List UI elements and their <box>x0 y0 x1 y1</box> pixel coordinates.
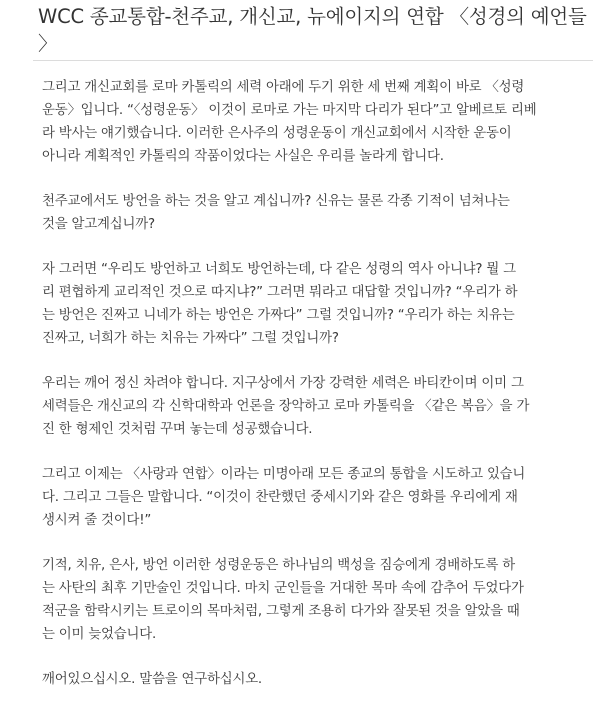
text-line: 는 이미 늦었습니다. <box>42 627 157 642</box>
paragraph <box>42 372 594 441</box>
paragraph <box>42 76 594 168</box>
post-title-line: 〉 <box>38 32 58 55</box>
text-line: 우리는 깨어 정신 차려야 합니다. 지구상에서 가장 강력한 세력은 바티칸이며 이미 그 <box>42 376 524 391</box>
text-line: 깨어있으십시오. 말씀을 연구하십시오. <box>42 672 262 687</box>
text-line: 는 사탄의 최후 기만술인 것입니다. 마치 군인들을 거대한 목마 속에 감추어 두었다가 <box>42 581 524 596</box>
paragraph <box>42 190 594 236</box>
text-line: 천주교에서도 방언을 하는 것을 알고 계십니까? 신유는 물론 각종 기적이 넘쳐나는 <box>42 194 510 209</box>
text-line: 운동〉입니다. “〈성령운동〉 이것이 로마로 가는 마지막 다리가 된다”고 알베르토 리베 <box>42 103 537 118</box>
text-line: 세력들은 개신교의 각 신학대학과 언론을 장악하고 로마 카톨릭을 〈같은 복음〉을 가 <box>42 399 530 414</box>
text-line: 기적, 치유, 은사, 방언 이러한 성령운동은 하나님의 백성을 짐승에게 경배하도록 하 <box>42 558 515 573</box>
text-line: 것을 알고계십니까? <box>42 217 155 232</box>
text-line: 자 그러면 “우리도 방언하고 너희도 방언하는데, 다 같은 성령의 역사 아니냐? 뭘 그 <box>42 262 516 277</box>
paragraph <box>42 463 594 532</box>
text-line: 다. 그리고 그들은 말합니다. “이것이 찬란했던 중세시기와 같은 영화를 우리에게 재 <box>42 490 518 505</box>
post-title <box>38 3 598 57</box>
paragraph <box>42 258 594 350</box>
paragraph <box>42 554 594 646</box>
text-line: 그리고 이제는 〈사랑과 연합〉이라는 미명아래 모든 종교의 통합을 시도하고 있습니 <box>42 467 526 482</box>
text-line: 그리고 개신교회를 로마 카톨릭의 세력 아래에 두기 위한 세 번째 계획이 바로 〈성령 <box>42 80 525 95</box>
text-line: 리 편협하게 교리적인 것으로 따지냐?” 그러면 뭐라고 대답할 것입니까? “우리가 하 <box>42 285 518 300</box>
text-line: 진짜고, 너희가 하는 치유는 가짜다” 그럴 것입니까? <box>42 331 339 346</box>
post-body <box>42 76 594 713</box>
text-line: 라 박사는 얘기했습니다. 이러한 은사주의 성령운동이 개신교회에서 시작한 운동이 <box>42 126 512 141</box>
paragraph <box>42 668 594 691</box>
text-line: 아니라 계획적인 카톨릭의 작품이었다는 사실은 우리를 놀라게 합니다. <box>42 149 444 164</box>
text-line: 진 한 형제인 것처럼 꾸며 놓는데 성공했습니다. <box>42 422 313 437</box>
post-title-line: WCC 종교통합-천주교, 개신교, 뉴에이지의 연합 〈성경의 예언들 <box>38 5 587 28</box>
text-line: 는 방언은 진짜고 니네가 하는 방언은 가짜다” 그럴 것입니까? “우리가 하는 치유는 <box>42 308 515 323</box>
title-divider <box>33 60 593 61</box>
text-line: 생시켜 줄 것이다!” <box>42 513 152 528</box>
text-line: 적군을 함락시키는 트로이의 목마처럼, 그렇게 조용히 다가와 잘못된 것을 알았을 때 <box>42 604 520 619</box>
